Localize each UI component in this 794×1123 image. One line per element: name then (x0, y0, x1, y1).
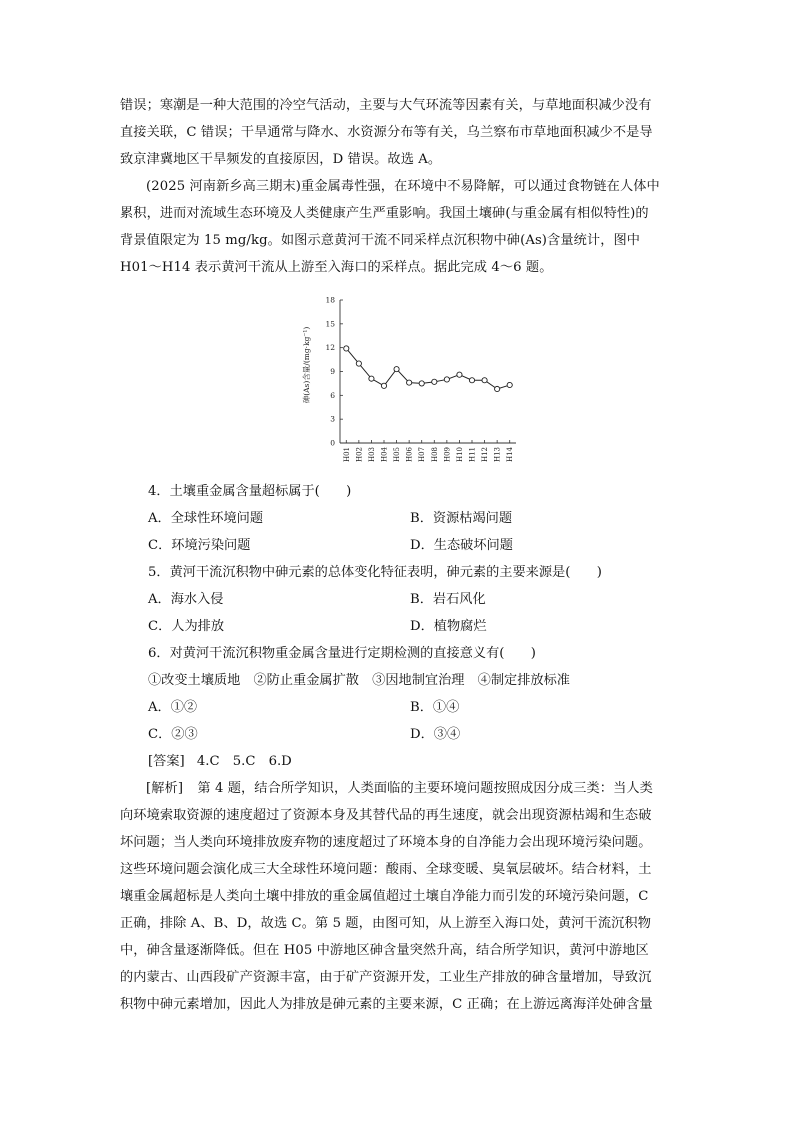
series-points (344, 346, 513, 392)
q5-option-d[interactable]: D．植物腐烂 (410, 619, 487, 634)
q4-option-c[interactable]: C．环境污染问题 (148, 538, 251, 553)
data-point (344, 346, 349, 351)
analysis-block (120, 775, 676, 1018)
x-tick-label: H09 (443, 447, 452, 463)
answer-line (148, 748, 292, 775)
text-line: H01～H14 表示黄河干流从上游至入海口的采样点。据此完成 4～6 题。 (120, 260, 553, 275)
text-line: 的内蒙古、山西段矿产资源丰富，由于矿产资源开发，工业生产排放的砷含量增加，导致沉 (120, 970, 652, 985)
y-tick-label: 12 (325, 343, 335, 353)
analysis-label: [解析] (146, 781, 184, 796)
material-intro (120, 173, 676, 281)
text-line: 正确，排除 A、B、D，故选 C。第 5 题，由图可知，从上游至入海口处，黄河干流沉积物 (120, 916, 651, 931)
q6-option-b[interactable]: B．①④ (410, 700, 460, 715)
x-tick-label: H14 (506, 447, 515, 463)
data-point (444, 377, 449, 382)
data-point (482, 378, 487, 383)
text-line: 致京津冀地区干旱频发的直接原因，D 错误。故选 A。 (120, 152, 442, 167)
text-line: 第 4 题，结合所学知识，人类面临的主要环境问题按照成因分成三类：当人类 (197, 781, 653, 796)
data-point (469, 378, 474, 383)
y-axis-label: 砷(As)含量/(mg·kg⁻¹) (302, 326, 311, 404)
x-tick-label: H01 (342, 447, 351, 463)
y-tick-label: 9 (330, 367, 335, 376)
data-point (495, 386, 500, 391)
y-tick-label: 0 (330, 438, 335, 448)
q6-option-d[interactable]: D．③④ (410, 727, 461, 742)
text-line: 中，砷含量逐渐降低。但在 H05 中游地区砷含量突然升高，结合所学知识，黄河中游地区 (120, 943, 649, 958)
q4-option-b[interactable]: B．资源枯竭问题 (410, 511, 513, 526)
data-point (457, 372, 462, 377)
text-line: 坏问题；当人类向环境排放废弃物的速度超过了环境本身的自净能力会出现环境污染问题。 (120, 835, 652, 850)
question-5-stem: 5．黄河干流沉积物中砷元素的总体变化特征表明，砷元素的主要来源是( ) (148, 565, 602, 580)
data-point (369, 376, 374, 381)
paragraph-continuation (120, 92, 676, 173)
y-tick-label: 3 (330, 414, 335, 424)
y-tick-label: 18 (325, 295, 335, 305)
question-6-stem: 6．对黄河干流沉积物重金属含量进行定期检测的直接意义有( ) (148, 646, 536, 661)
text-line: 向环境索取资源的速度超过了资源本身及其替代品的再生速度，就会出现资源枯竭和生态破 (120, 808, 652, 823)
text-line: 背景值限定为 15 mg/kg。如图示意黄河干流不同采样点沉积物中砷(As)含量统计，图中 (120, 233, 641, 248)
y-tick-labels (325, 296, 335, 448)
q5-option-b[interactable]: B．岩石风化 (410, 592, 486, 607)
x-tick-label: H13 (493, 447, 502, 463)
text-line: 错误；寒潮是一种大范围的冷空气活动，主要与大气环流等因素有关，与草地面积减少没有 (120, 98, 652, 113)
text-line: 壤重金属超标是人类向土壤中排放的重金属值超过土壤自净能力而引发的环境污染问题，C (120, 889, 649, 904)
x-tick-label: H02 (355, 447, 364, 463)
data-point (419, 381, 424, 386)
data-point (507, 382, 512, 387)
x-tick-labels (343, 446, 514, 462)
y-tick-label: 15 (325, 319, 335, 329)
q6-option-c[interactable]: C．②③ (148, 727, 198, 742)
y-tick-label: 6 (330, 390, 335, 400)
x-tick-label: H11 (468, 447, 477, 463)
q4-option-d[interactable]: D．生态破坏问题 (410, 538, 513, 553)
question-6-items: ①改变土壤质地 ②防止重金属扩散 ③因地制宜治理 ④制定排放标准 (148, 673, 570, 688)
arsenic-line-chart (296, 290, 536, 475)
q6-option-a[interactable]: A．①② (148, 700, 198, 715)
x-tick-label: H08 (430, 447, 439, 463)
text-line: 累积，进而对流域生态环境及人类健康产生严重影响。我国土壤砷(与重金属有相似特性)的 (120, 206, 649, 221)
chart-axes (340, 300, 516, 443)
text-line: 积物中砷元素增加，因此人为排放是砷元素的主要来源，C 正确；在上游远离海洋处砷含量 (120, 997, 653, 1012)
text-line: 直接关联，C 错误；干旱通常与降水、水资源分布等有关，乌兰察布市草地面积减少不是导 (120, 125, 653, 140)
q4-option-a[interactable]: A．全球性环境问题 (148, 511, 264, 526)
data-point (381, 383, 386, 388)
x-tick-label: H03 (367, 447, 376, 463)
q5-option-c[interactable]: C．人为排放 (148, 619, 225, 634)
analysis-first-line (120, 775, 676, 802)
answer-label: [答案] (148, 754, 185, 769)
data-point (356, 361, 361, 366)
x-tick-label: H04 (380, 447, 389, 463)
x-tick-label: H10 (455, 447, 464, 463)
q5-option-a[interactable]: A．海水入侵 (148, 592, 224, 607)
question-4-stem: 4．土壤重金属含量超标属于( ) (148, 484, 352, 499)
text-line: (2025 河南新乡高三期末)重金属毒性强，在环境中不易降解，可以通过食物链在人体中 (146, 179, 660, 194)
data-point (394, 367, 399, 372)
x-tick-label: H05 (393, 447, 402, 463)
data-point (407, 380, 412, 385)
text-line: 这些环境问题会演化成三大全球性环境问题：酸雨、全球变暖、臭氧层破坏。结合材料，土 (120, 862, 652, 877)
data-point (432, 379, 437, 384)
answer-text: 4.C 5.C 6.D (196, 754, 292, 769)
x-tick-label: H06 (405, 447, 414, 463)
x-tick-label: H12 (481, 447, 490, 463)
x-tick-label: H07 (418, 447, 427, 463)
